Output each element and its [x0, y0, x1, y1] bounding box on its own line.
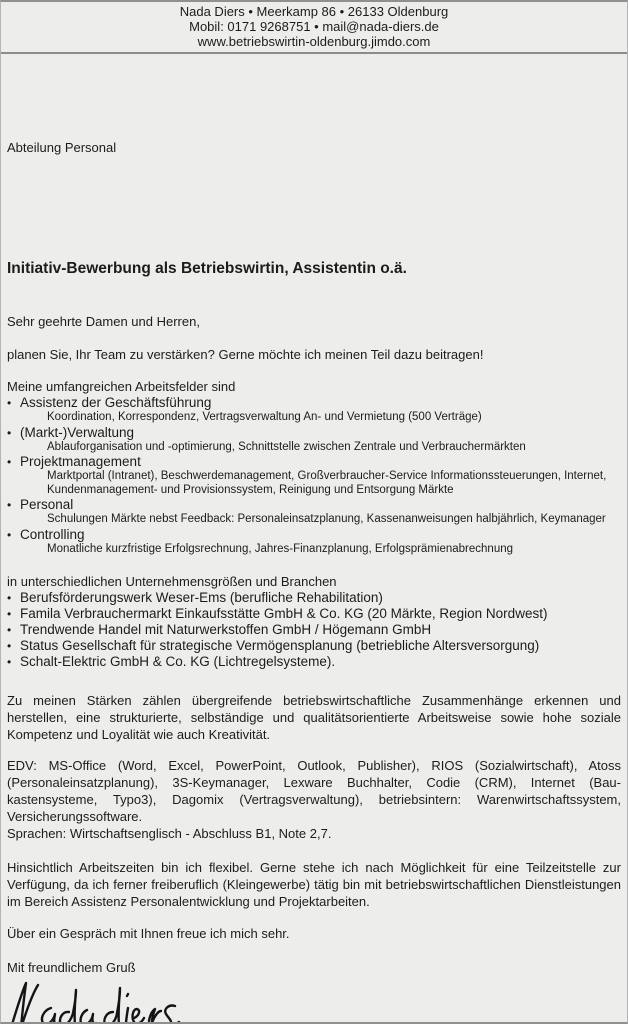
work-field-title: Personal: [20, 497, 74, 512]
list-item: [7, 527, 621, 557]
bullet-icon: [7, 497, 20, 513]
work-field-details: Ablauforganisation und -optimierung, Schnittstelle zwischen Zentrale und Verbrauchermärkten: [47, 440, 526, 453]
flexibility-paragraph: Hinsichtlich Arbeitszeiten bin ich flexibel. Gerne stehe ich nach Möglichkeit für eine Teilzeitstelle zur Verfügung, da ich ferner freiberuflich (Kleingewerbe) tätig bin mit betriebswirtschaftlichen Dienstleistungen im Bereich Assistenz Personalentwicklung und Projektarbeiten.: [7, 860, 621, 909]
bullet-icon: [7, 638, 20, 654]
subject-line: Initiativ-Bewerbung als Betriebswirtin, Assistentin o.ä.: [7, 260, 407, 277]
company-name: Famila Verbrauchermarkt Einkaufsstätte GmbH & Co. KG (20 Märkte, Region Nordwest): [20, 606, 548, 621]
list-item: [7, 425, 621, 455]
letterhead-website: www.betriebswirtin-oldenburg.jimdo.com: [197, 34, 431, 49]
letter-body: [1, 140, 627, 1024]
list-item: [7, 622, 621, 638]
bullet-icon: [7, 622, 20, 638]
closing-sentence: Über ein Gespräch mit Ihnen freue ich mich sehr.: [7, 926, 290, 941]
work-field-details: Koordination, Korrespondenz, Vertragsverwaltung An- und Vermietung (500 Verträge): [47, 411, 482, 423]
work-fields-list: [7, 395, 621, 556]
list-item: [7, 395, 621, 425]
company-name: Status Gesellschaft für strategische Vermögensplanung (betriebliche Altersversorgung): [20, 638, 540, 653]
languages-line: Sprachen: Wirtschaftsenglisch - Abschluss B1, Note 2,7.: [7, 826, 332, 841]
company-name: Berufsförderungswerk Weser-Ems (berufliche Rehabilitation): [20, 590, 383, 605]
bullet-icon: [7, 590, 20, 606]
list-item: [7, 497, 621, 527]
letterhead-contact: Mobil: 0171 9268751 • mail@nada-diers.de: [189, 19, 439, 34]
work-fields-intro: Meine umfangreichen Arbeitsfelder sind: [7, 379, 236, 394]
bullet-icon: [7, 454, 20, 470]
salutation: Sehr geehrte Damen und Herren,: [7, 314, 200, 329]
work-field-details: Monatliche kurzfristige Erfolgsrechnung, Jahres-Finanzplanung, Erfolgsprämienabrechnung: [47, 542, 514, 555]
company-name: Trendwende Handel mit Naturwerkstoffen GmbH / Högemann GmbH: [20, 622, 432, 637]
list-item: [7, 654, 621, 670]
list-item: [7, 590, 621, 606]
recipient: Abteilung Personal: [7, 140, 117, 155]
letterhead: [1, 2, 627, 54]
work-field-title: Projektmanagement: [20, 454, 141, 469]
bullet-icon: [7, 606, 20, 622]
signature-handwriting-icon: [7, 978, 182, 1024]
signature: [7, 978, 621, 1024]
list-item: [7, 606, 621, 622]
regards-line: Mit freundlichem Gruß: [7, 960, 136, 975]
list-item: [7, 454, 621, 497]
bullet-icon: [7, 395, 20, 411]
bullet-icon: [7, 425, 20, 441]
work-field-title: Controlling: [20, 526, 85, 542]
list-item: [7, 638, 621, 654]
work-field-details: Marktportal (Intranet), Beschwerdemanagement, Großverbraucher-Service Informationssteuerungen, Internet, Kundenmanagement- und Provisionssystem, Reinigung und Entsorgung Märkte: [47, 470, 607, 496]
bullet-icon: [7, 527, 20, 543]
intro-sentence: planen Sie, Ihr Team zu verstärken? Gerne möchte ich meinen Teil dazu beitragen!: [7, 347, 484, 362]
skills-paragraph: [7, 757, 621, 842]
edv-line: EDV: MS-Office (Word, Excel, PowerPoint, Outlook, Publisher), RIOS (Sozialwirtschaft), Atoss (Personaleinsatzplanung), 3S-Keymanager, Lexware Buchhalter, Codie (CRM), Internet (Bau-kastensysteme, Typo3), Dagomix (Vertragsverwaltung), betriebsintern: Warenwirtschaftssystem, Versicherungssoftware.: [7, 758, 621, 824]
strengths-paragraph: Zu meinen Stärken zählen übergreifende betriebswirtschaftliche Zusammenhänge erkennen und herstellen, eine strukturierte, selbständige und qualitätsorientierte Arbeitsweise sowie hohe soziale Kompetenz und Loyalität wie auch Kreativität.: [7, 693, 621, 742]
work-field-title: (Markt-)Verwaltung: [20, 424, 135, 440]
bullet-icon: [7, 654, 20, 670]
companies-list: [7, 590, 621, 670]
company-name: Schalt-Elektric GmbH & Co. KG (Lichtregelsysteme).: [20, 654, 336, 669]
letterhead-name-address: Nada Diers • Meerkamp 86 • 26133 Oldenburg: [179, 4, 449, 19]
companies-intro: in unterschiedlichen Unternehmensgrößen und Branchen: [7, 574, 337, 589]
work-field-details: Schulungen Märkte nebst Feedback: Personaleinsatzplanung, Kassenanweisungen halbjährlich, Keymanager: [47, 513, 606, 525]
work-field-title: Assistenz der Geschäftsführung: [20, 395, 212, 410]
